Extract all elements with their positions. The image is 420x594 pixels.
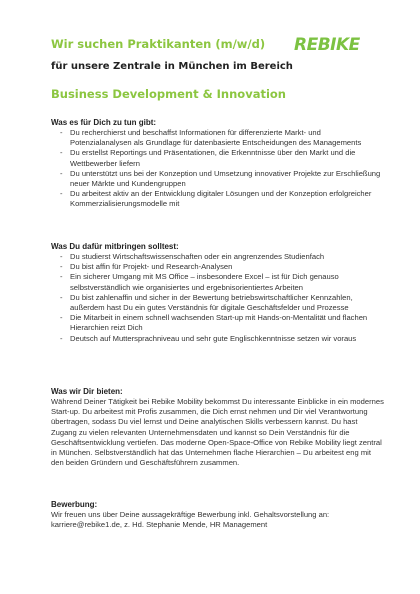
tasks-section — [51, 117, 384, 210]
list-item: - Die Mitarbeit in einem schnell wachsenden Start-up mit Hands-on-Mentalität und flachen Hierarchien reizt Dich — [51, 313, 384, 333]
list-item: - Du erstellst Reportings und Präsentationen, die Erkenntnisse über den Markt und die Wettbewerber liefern — [51, 148, 384, 168]
rebike-logo: REBIKE — [294, 35, 360, 55]
list-item: - Du arbeitest aktiv an der Entwicklung digitaler Lösungen und der Konzeption erfolgreicher Kommerzialisierungsmodelle mit — [51, 189, 384, 209]
list-item: - Du bist zahlenaffin und sicher in der Bewertung betriebswirtschaftlicher Kennzahlen, außerdem hast Du ein gutes Verständnis für digitale Geschäftsfelder und Prozesse — [51, 293, 384, 313]
offer-section — [51, 386, 384, 468]
requirements-section — [51, 241, 384, 344]
list-item: - Du recherchierst und beschaffst Informationen für differenzierte Markt- und Potenzialanalysen als Grundlage für datenbasierte Entscheidungen des Managements — [51, 128, 384, 148]
offer-title: Was wir Dir bieten: — [51, 387, 123, 396]
department-title: Business Development & Innovation — [51, 87, 286, 101]
list-item: - Du studierst Wirtschaftswissenschaften oder ein angrenzendes Studienfach — [51, 252, 384, 262]
job-posting — [51, 36, 384, 102]
tasks-list — [51, 128, 384, 210]
application-section — [51, 499, 384, 530]
subheadline: für unsere Zentrale in München im Bereich — [51, 61, 293, 72]
requirements-title: Was Du dafür mitbringen solltest: — [51, 242, 179, 251]
list-item: - Ein sicherer Umgang mit MS Office – insbesondere Excel – ist für Dich genauso selbstverständlich wie organisiertes und ergebnisorientiertes Arbeiten — [51, 272, 384, 292]
list-item: - Deutsch auf Muttersprachniveau und sehr gute Englischkenntnisse setzen wir voraus — [51, 334, 384, 344]
headline: Wir suchen Praktikanten (m/w/d) — [51, 37, 266, 51]
application-text: Wir freuen uns über Deine aussagekräftige Bewerbung inkl. Gehaltsvorstellung an: karriere@rebike1.de, z. Hd. Stephanie Mende, HR Management — [51, 510, 330, 530]
requirements-list — [51, 252, 384, 344]
list-item: - Du bist affin für Projekt- und Research-Analysen — [51, 262, 384, 272]
application-title: Bewerbung: — [51, 500, 98, 509]
list-item: - Du unterstützt uns bei der Konzeption und Umsetzung innovativer Projekte zur Erschließung neuer Märkte und Kundengruppen — [51, 169, 384, 189]
tasks-title: Was es für Dich zu tun gibt: — [51, 118, 157, 127]
offer-text: Während Deiner Tätigkeit bei Rebike Mobility bekommst Du interessante Einblicke in ein modernes Start-up. Du arbeitest mit Profis zusammen, die Dich ernst nehmen und Dir viel Verantwortung übertragen, sodass Du viel lernst und Deine analytischen Skills verbessern kannst. Du hast Zugang zu vielen relevanten Unternehmensdaten und kannst so Dein Verständnis für die Geschäftsentwicklung vertiefen. Das moderne Open-Space-Office von Rebike Mobility liegt zentral in München. Selbstverständlich hat das Unternehmen flache Hierarchien – Du arbeitest eng mit den beiden Gründern und Geschäftsführern zusammen. — [51, 397, 384, 468]
